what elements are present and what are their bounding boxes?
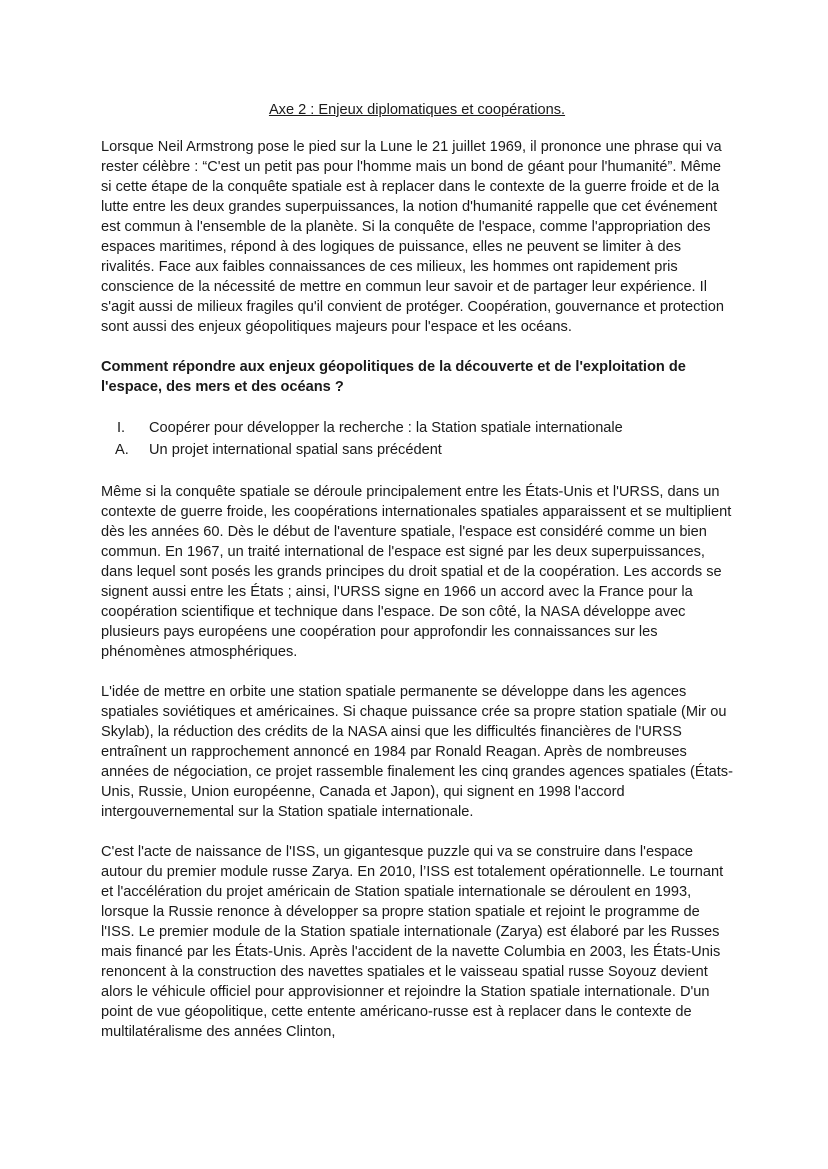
body-paragraph-1: Même si la conquête spatiale se déroule principalement entre les États-Unis et l'URSS, dans un contexte de guerre froide, les coopérations internationales spatiales apparaissent et se multiplient dès les années 60. Dès le début de l'aventure spatiale, l'espace est considéré comme un bien commun. En 1967, un traité international de l'espace est signé par les deux superpuissances, dans lequel sont posés les grands principes du droit spatial et de la coopération. Les accords se signent aussi entre les États ; ainsi, l'URSS signe en 1966 un accord avec la France pour la coopération scientifique et technique dans l'espace. De son côté, la NASA développe avec plusieurs pays européens une coopération pour approfondir les connaissances sur les phénomènes atmosphériques.: [101, 484, 732, 660]
outline-item-part-1: [101, 418, 733, 438]
body-paragraph-3: C'est l'acte de naissance de l'ISS, un gigantesque puzzle qui va se construire dans l'espace autour du premier module russe Zarya. En 2010, l’ISS est totalement opérationnelle. Le tournant et l'accélération du projet américain de Station spatiale internationale se déroulent en 1993, lorsque la Russie renonce à développer sa propre station spatiale et rejoint le programme de l'ISS. Le premier module de la Station spatiale internationale (Zarya) est élaboré par les Russes mais financé par les États-Unis. Après l'accident de la navette Columbia en 2003, les États-Unis renoncent à la construction des navettes spatiales et le vaisseau spatial russe Soyouz devient alors le véhicule officiel pour approvisionner et rejoindre la Station spatiale internationale. D'un point de vue géopolitique, cette entente américano-russe est à replacer dans le contexte de multilatéralisme des années Clinton,: [101, 844, 724, 1040]
outline-text: Coopérer pour développer la recherche : la Station spatiale internationale: [149, 420, 623, 436]
document-title: Axe 2 : Enjeux diplomatiques et coopérations.: [268, 102, 566, 118]
document-page: [101, 100, 733, 1062]
outline-item-subpart-a: [101, 440, 733, 460]
problematic-question: Comment répondre aux enjeux géopolitiques de la découverte et de l'exploitation de l'espace, des mers et des océans ?: [101, 359, 686, 395]
body-paragraph-2: L'idée de mettre en orbite une station spatiale permanente se développe dans les agences spatiales soviétiques et américaines. Si chaque puissance crée sa propre station spatiale (Mir ou Skylab), la réduction des crédits de la NASA ainsi que les difficultés financières de l'URSS entraînent un rapprochement annoncé en 1984 par Ronald Reagan. Après de nombreuses années de négociation, ce projet rassemble finalement les cinq grandes agences spatiales (États-Unis, Russie, Union européenne, Canada et Japon), qui signent en 1998 l'accord intergouvernemental sur la Station spatiale internationale.: [101, 684, 733, 820]
intro-paragraph: Lorsque Neil Armstrong pose le pied sur la Lune le 21 juillet 1969, il prononce une phrase qui va rester célèbre : “C'est un petit pas pour l'homme mais un bond de géant pour l'humanité”. Même si cette étape de la conquête spatiale est à replacer dans le contexte de la guerre froide et de la lutte entre les deux grandes superpuissances, la notion d'humanité rappelle que cet événement est commun à l'ensemble de la planète. Si la conquête de l'espace, comme l'appropriation des espaces maritimes, répond à des logiques de puissance, elles ne peuvent se limiter à des rivalités. Face aux faibles connaissances de ces milieux, les hommes ont rapidement pris conscience de la nécessité de mettre en commun leur savoir et de partager leur expérience. Il s'agit aussi de milieux fragiles qu'il convient de protéger. Coopération, gouvernance et protection sont aussi des enjeux géopolitiques majeurs pour l'espace et les océans.: [101, 139, 724, 335]
outline-list: [101, 418, 733, 460]
outline-marker: A.: [115, 442, 129, 458]
outline-text: Un projet international spatial sans précédent: [149, 442, 442, 458]
outline-marker: I.: [117, 420, 126, 436]
